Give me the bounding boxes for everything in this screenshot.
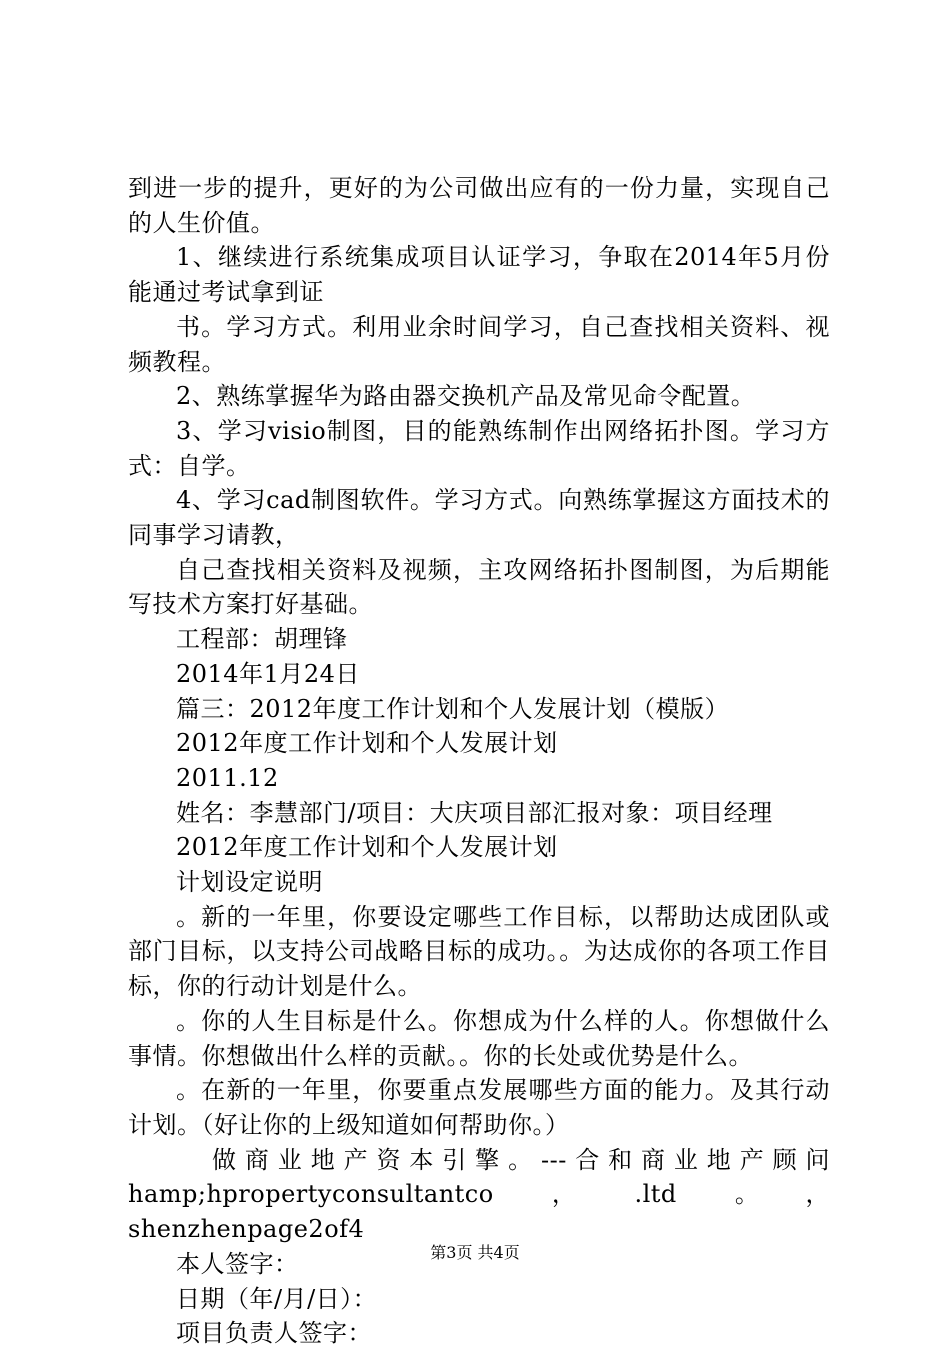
paragraph: 。在新的一年里，你要重点发展哪些方面的能力。及其行动计划。（好让你的上级知道如何帮助你。） [128, 1076, 830, 1139]
document-body [128, 171, 830, 1351]
paragraph: 姓名：李慧部门/项目：大庆项目部汇报对象：项目经理 [176, 798, 773, 827]
paragraph: 。你的人生目标是什么。你想成为什么样的人。你想做什么事情。你想做出什么样的贡献。。你的长处或优势是什么。 [128, 1006, 830, 1070]
paragraph: 做商业地产资本引擎。---合和商业地产顾问 hamp;hpropertyconsultantco，.ltd。，shenzhenpage2of4 [128, 1145, 830, 1244]
paragraph: 2012年度工作计划和个人发展计划 [176, 729, 558, 758]
paragraph: 1、继续进行系统集成项目认证学习，争取在2014年5月份能通过考试拿到证 [128, 243, 830, 307]
paragraph: 2、熟练掌握华为路由器交换机产品及常见命令配置。 [176, 382, 756, 411]
paragraph: 。新的一年里，你要设定哪些工作目标，以帮助达成团队或部门目标，以支持公司战略目标的成功。。为达成你的各项工作目标，你的行动计划是什么。 [128, 902, 830, 1001]
paragraph: 3、学习visio制图，目的能熟练制作出网络拓扑图。学习方式：自学。 [128, 416, 830, 480]
paragraph: 2011.12 [176, 763, 279, 792]
paragraph: 到进一步的提升，更好的为公司做出应有的一份力量，实现自己的人生价值。 [128, 174, 830, 237]
paragraph: 书。学习方式。利用业余时间学习，自己查找相关资料、视频教程。 [128, 312, 830, 376]
paragraph: 2014年1月24日 [176, 659, 360, 688]
paragraph: 日期（年/月/日）： [176, 1284, 378, 1313]
paragraph: 2012年度工作计划和个人发展计划 [176, 833, 558, 862]
paragraph: 工程部：胡理锋 [176, 625, 348, 654]
page-number-label: 第3页 共4页 [430, 1243, 520, 1262]
paragraph: 篇三：2012年度工作计划和个人发展计划（模版） [176, 694, 730, 723]
paragraph: 项目负责人签字： [176, 1319, 372, 1348]
paragraph: 计划设定说明 [176, 868, 323, 897]
page-footer [0, 1243, 950, 1263]
paragraph: 自己查找相关资料及视频，主攻网络拓扑图制图，为后期能写技术方案打好基础。 [128, 555, 830, 619]
paragraph: 4、学习cad制图软件。学习方式。向熟练掌握这方面技术的同事学习请教， [128, 486, 830, 550]
paragraph: 本人签字： [176, 1249, 299, 1278]
